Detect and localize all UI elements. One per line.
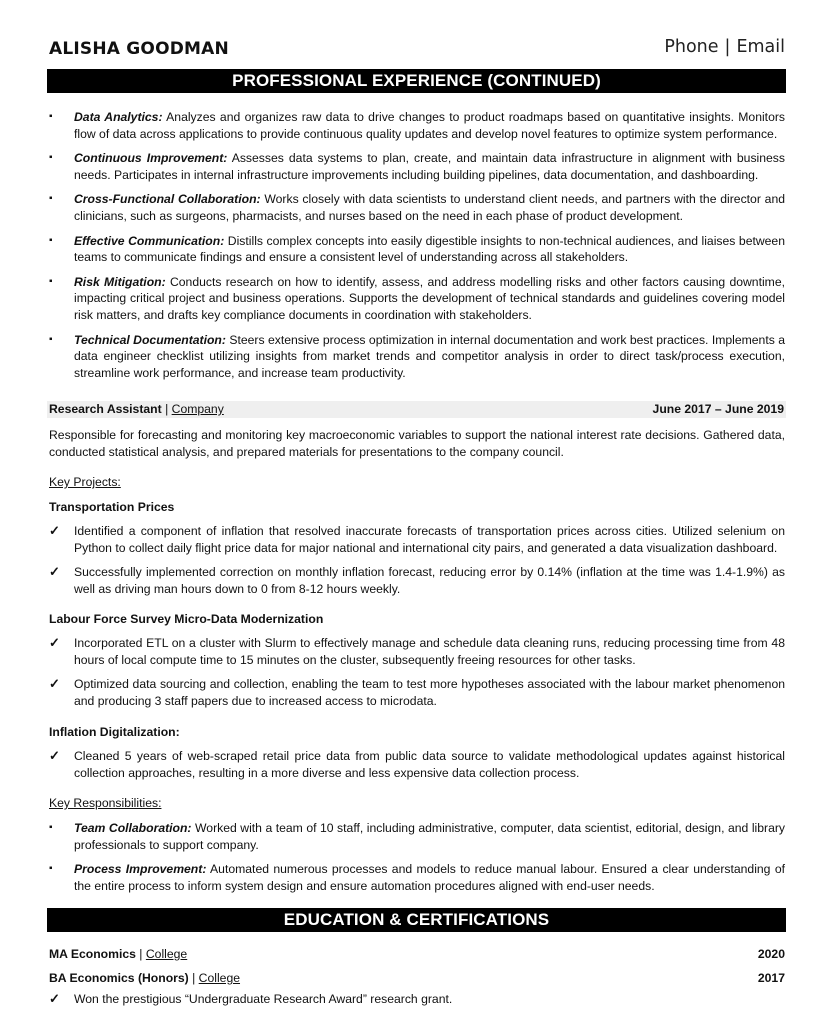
education-entry bbox=[49, 946, 785, 963]
square-bullet-icon: ▪ bbox=[49, 275, 53, 287]
project-title: Labour Force Survey Micro-Data Modernization bbox=[49, 612, 324, 626]
degree-name: BA Economics (Honors) bbox=[49, 971, 189, 985]
education-heading: EDUCATION & CERTIFICATIONS bbox=[47, 908, 786, 932]
role-header bbox=[47, 401, 786, 418]
list-item bbox=[49, 109, 785, 142]
bullet-text: Automated numerous processes and models to reduce manual labour. Ensured a clear understanding of the entire process to inform system design and ensure automation procedures aligned with end-user needs. bbox=[74, 862, 785, 893]
list-item bbox=[49, 150, 785, 183]
check-icon: ✓ bbox=[49, 564, 60, 580]
bullet-title: Data Analytics: bbox=[74, 110, 163, 124]
list-item bbox=[49, 991, 785, 1008]
project-bullets bbox=[49, 635, 785, 717]
resume-header bbox=[49, 37, 785, 63]
role-summary: Responsible for forecasting and monitoring key macroeconomic variables to support the national interest rate decisions. Gathered data, conducted statistical analysis, and prepared materials for presentations to the company council. bbox=[49, 428, 785, 459]
bullet-title: Effective Communication: bbox=[74, 233, 225, 248]
square-bullet-icon: ▪ bbox=[49, 234, 53, 246]
list-item bbox=[49, 191, 785, 224]
bullet-title: Risk Mitigation: bbox=[74, 274, 166, 289]
company-link[interactable]: Company bbox=[171, 402, 224, 416]
check-icon: ✓ bbox=[49, 676, 60, 692]
role-separator: | bbox=[161, 402, 172, 416]
square-bullet-icon: ▪ bbox=[49, 863, 53, 875]
list-item bbox=[49, 676, 785, 709]
phone-text: Phone bbox=[664, 37, 719, 57]
check-icon: ✓ bbox=[49, 635, 60, 650]
square-bullet-icon: ▪ bbox=[49, 111, 53, 122]
email-text: Email bbox=[736, 37, 785, 57]
school-link[interactable]: College bbox=[198, 971, 241, 985]
experience-bullets bbox=[49, 109, 785, 389]
bullet-text: Distills complex concepts into easily digestible insights to non-technical audiences, and liaises between teams to communicate findings and ensure a consistent level of understanding across all stakeholders. bbox=[74, 233, 785, 265]
list-item bbox=[49, 564, 785, 597]
bullet-title: Team Collaboration: bbox=[74, 821, 192, 835]
role-dates: June 2017 – June 2019 bbox=[652, 402, 784, 416]
contact-separator: | bbox=[724, 37, 731, 57]
list-item bbox=[49, 635, 785, 668]
degree-year: 2017 bbox=[757, 971, 785, 985]
project-title: Transportation Prices bbox=[49, 500, 175, 514]
degree-separator: | bbox=[135, 947, 146, 961]
degree-name: MA Economics bbox=[49, 947, 136, 961]
bullet-title: Cross-Functional Collaboration: bbox=[74, 192, 261, 207]
bullet-text: Conducts research on how to identify, assess, and address modelling risks and other factors causing downtime, impacting critical project and business operations. Supports the development of technical standards and guidelines covering model risk matters, and drafts key compliance documents in coordination with stakeholders. bbox=[74, 274, 785, 322]
check-icon: ✓ bbox=[49, 991, 60, 1006]
bullet-text: Steers extensive process optimization in internal documentation and work best practices. Implements a data engineer checklist utilizing insights from market trends and competitor analysis in order to direct task/process execution, streamline work performance, and increase team productivity. bbox=[74, 332, 785, 380]
bullet-text: Works closely with data scientists to understand client needs, and partners with the director and clinicians, such as surgeons, pharmacists, and nurses based on the need in each phase of product development. bbox=[74, 192, 785, 223]
degree-separator: | bbox=[188, 971, 199, 985]
key-responsibilities-label: Key Responsibilities: bbox=[49, 796, 162, 810]
bullet-title: Technical Documentation: bbox=[74, 332, 226, 347]
bullet-text: Incorporated ETL on a cluster with Slurm to effectively manage and schedule data cleaning runs, reducing processing time from 48 hours of local compute time to 15 minutes on the cluster, subsequently freeing resources for other tasks. bbox=[74, 636, 785, 667]
square-bullet-icon: ▪ bbox=[49, 333, 53, 345]
bullet-text: Successfully implemented correction on monthly inflation forecast, reducing error by 0.14% (inflation at the time was 1.4-1.9%) as well as driving man hours down to 0 from 8-12 hours weekly. bbox=[74, 565, 785, 596]
project-title: Inflation Digitalization: bbox=[49, 725, 180, 739]
bullet-title: Process Improvement: bbox=[74, 862, 207, 877]
bullet-text: Assesses data systems to plan, create, and maintain data infrastructure in alignment with business needs. Participates in internal infrastructure improvements including building pipelines, data documentation, and dashboarding. bbox=[74, 151, 785, 182]
project-bullets bbox=[49, 748, 785, 789]
square-bullet-icon: ▪ bbox=[49, 152, 53, 164]
school-link[interactable]: College bbox=[145, 947, 188, 961]
bullet-text: Worked with a team of 10 staff, including administrative, computer, data scientist, editorial, design, and library professionals to support company. bbox=[74, 821, 785, 852]
list-item bbox=[49, 748, 785, 781]
key-projects-label: Key Projects: bbox=[49, 475, 121, 489]
contact-info bbox=[664, 37, 785, 57]
project-bullets bbox=[49, 523, 785, 605]
award-bullets bbox=[49, 991, 785, 1016]
role-title: Research Assistant bbox=[49, 402, 162, 416]
list-item bbox=[49, 523, 785, 556]
list-item bbox=[49, 274, 785, 324]
list-item bbox=[49, 332, 785, 382]
education-entry bbox=[49, 970, 785, 987]
bullet-text: Identified a component of inflation that resolved inaccurate forecasts of transportation prices across cities. Utilized selenium on Python to collect daily flight price data for major national and international city pairs, and generated a data visualization dashboard. bbox=[74, 524, 785, 555]
bullet-text: Cleaned 5 years of web-scraped retail price data from public data source to validate methodological updates against historical collection approaches, resulting in a more diverse and less expensive data collection process. bbox=[74, 749, 785, 780]
square-bullet-icon: ▪ bbox=[49, 822, 53, 833]
check-icon: ✓ bbox=[49, 523, 60, 538]
experience-heading: PROFESSIONAL EXPERIENCE (CONTINUED) bbox=[47, 69, 786, 93]
candidate-name: ALISHA GOODMAN bbox=[49, 39, 229, 59]
bullet-text: Optimized data sourcing and collection, enabling the team to test more hypotheses associated with the labour market phenomenon and producing 3 staff papers due to increased access to microdata. bbox=[74, 677, 785, 708]
responsibility-bullets bbox=[49, 820, 785, 902]
square-bullet-icon: ▪ bbox=[49, 193, 53, 205]
bullet-text: Analyzes and organizes raw data to drive changes to product roadmaps based on quantitative insights. Monitors flow of data across applications to provide continuous quality updates and develop novel features to optimize system performance. bbox=[74, 110, 785, 141]
bullet-title: Continuous Improvement: bbox=[74, 151, 228, 166]
degree-year: 2020 bbox=[757, 947, 785, 961]
list-item bbox=[49, 861, 785, 894]
list-item bbox=[49, 820, 785, 853]
check-icon: ✓ bbox=[49, 748, 60, 763]
list-item bbox=[49, 233, 785, 266]
award-text: Won the prestigious “Undergraduate Research Award” research grant. bbox=[74, 992, 453, 1006]
